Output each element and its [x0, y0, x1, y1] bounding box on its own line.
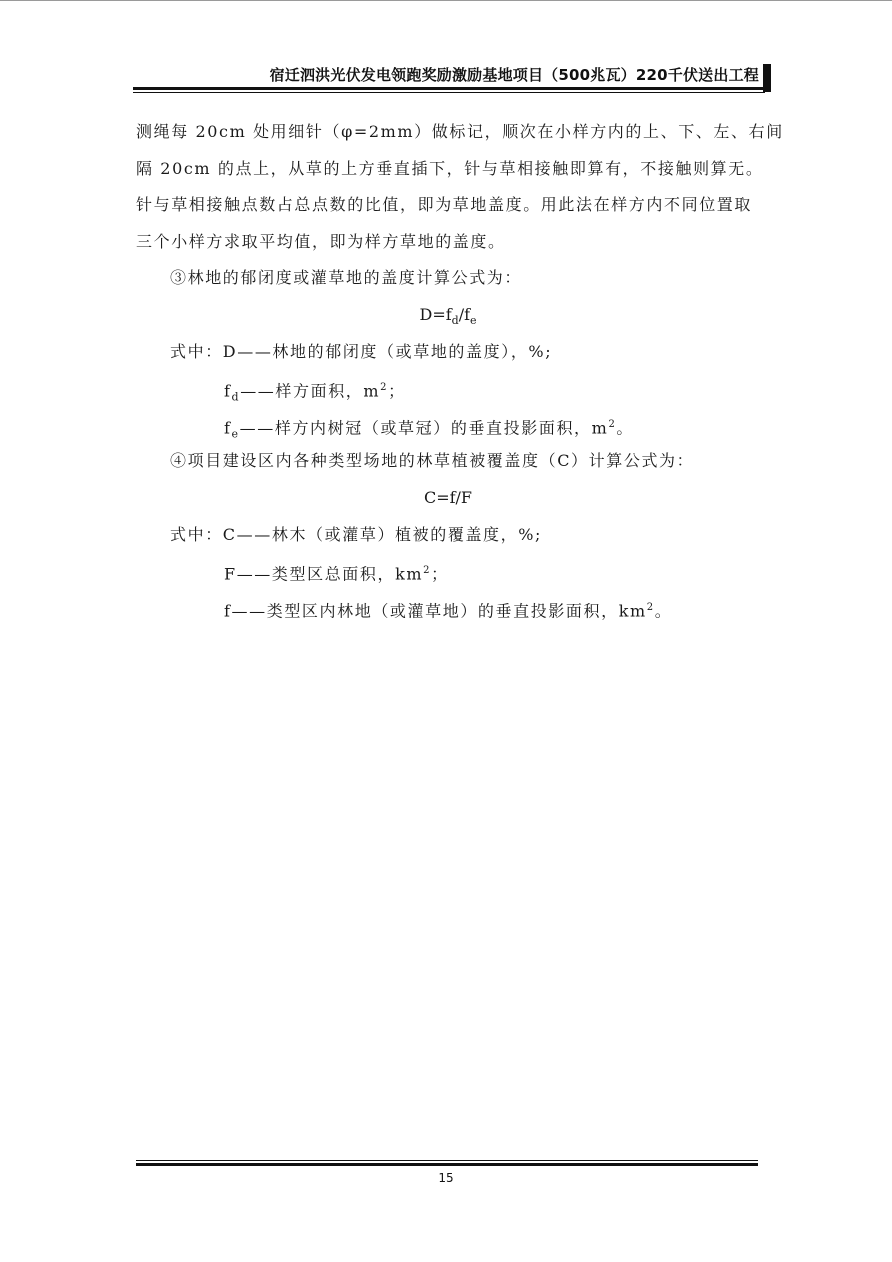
definition-fd — [136, 370, 760, 407]
definition-f-lower — [136, 590, 760, 627]
variable-subscript: d — [231, 390, 241, 404]
formula-text: /f — [458, 304, 470, 324]
header-rule — [133, 87, 765, 90]
variable-symbol: f — [224, 418, 232, 438]
definition-text: F——类型区总面积，km — [224, 564, 424, 584]
formula-subscript: e — [470, 314, 477, 328]
header-block-mark — [763, 64, 771, 92]
item-3-heading: ③林地的郁闭度或灌草地的盖度计算公式为： — [170, 268, 523, 288]
footer-rule-thin — [136, 1160, 758, 1161]
variable-symbol: f — [224, 381, 232, 401]
definition-punct: 。 — [616, 418, 635, 438]
header-title: 宿迁泗洪光伏发电领跑奖励激励基地项目（500兆瓦）220千伏送出工程 — [269, 66, 759, 84]
formula-text: D=f — [419, 304, 452, 324]
definition-punct: ； — [431, 564, 449, 584]
variable-subscript: e — [231, 427, 240, 441]
definition-text: f——类型区内林地（或灌草地）的垂直投影面积，km — [224, 601, 647, 621]
document-body — [136, 114, 784, 626]
page-top-border — [0, 0, 892, 1]
definition-text: ——样方内树冠（或草冠）的垂直投影面积，m — [239, 418, 609, 438]
definition-d: 式中：D——林地的郁闭度（或草地的盖度），%; — [170, 341, 553, 361]
superscript: 2 — [608, 418, 617, 430]
superscript: 2 — [423, 565, 432, 577]
paragraph-line: 三个小样方求取平均值，即为样方草地的盖度。 — [136, 231, 506, 251]
definition-c: 式中：C——林木（或灌草）植被的覆盖度，%; — [170, 524, 543, 544]
header-rule-thin — [133, 92, 765, 93]
paragraph-line: 针与草相接触点数占总点数的比值，即为草地盖度。用此法在样方内不同位置取 — [136, 195, 753, 215]
page-number: 15 — [438, 1171, 454, 1185]
paragraph-line: 测绳每 20cm 处用细针（φ=2mm）做标记，顺次在小样方内的上、下、左、右间 — [136, 122, 784, 141]
definition-punct: 。 — [654, 601, 673, 621]
superscript: 2 — [646, 601, 655, 613]
formula-coverage: C=f/F — [423, 487, 473, 507]
item-4-heading: ④项目建设区内各种类型场地的林草植被覆盖度（C）计算公式为： — [170, 451, 695, 471]
footer-rule — [136, 1163, 758, 1166]
superscript: 2 — [380, 382, 389, 394]
definition-text: ——样方面积，m — [240, 381, 381, 401]
formula-subscript: d — [451, 314, 459, 328]
definition-f-upper — [136, 553, 760, 590]
formula-canopy — [136, 297, 760, 334]
definition-fe — [136, 407, 760, 444]
definition-punct: ； — [388, 381, 406, 401]
paragraph-line: 隔 20cm 的点上，从草的上方垂直插下，针与草相接触即算有，不接触则算无。 — [136, 158, 764, 178]
